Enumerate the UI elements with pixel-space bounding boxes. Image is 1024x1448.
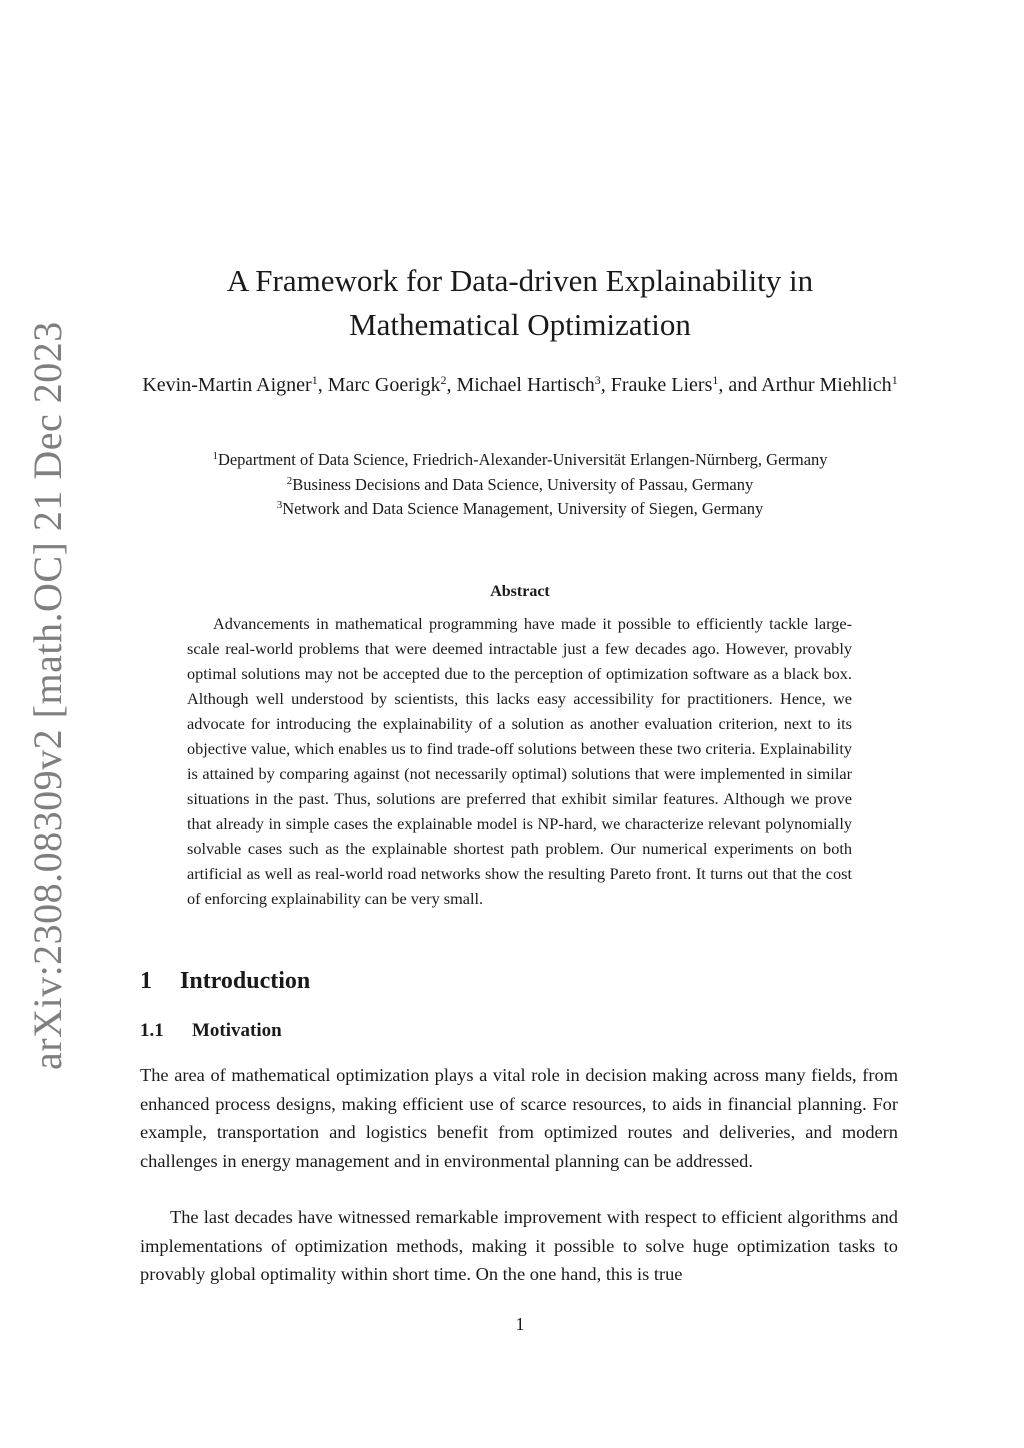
- author-separator: ,: [317, 374, 328, 396]
- page-number: 1: [515, 1314, 525, 1334]
- author-name: Marc Goerigk: [327, 374, 441, 396]
- paper-title: A Framework for Data-driven Explainability in Mathematical Optimization: [226, 263, 814, 342]
- subsection-number: 1.1: [140, 1020, 164, 1041]
- arxiv-identifier-stamp: arXiv:2308.08309v2 [math.OC] 21 Dec 2023: [25, 321, 70, 1070]
- abstract-text: Advancements in mathematical programming have made it possible to efficiently tackle large-scale real-world problems that were deemed intractable just a few decades ago. However, provably optimal solutions may not be accepted due to the perception of optimization software as a black box. Although well understood by scientists, this lacks easy accessibility for practitioners. Hence, we advocate for introducing the explainability of a solution as another evaluation criterion, next to its objective value, which enables us to find trade-off solutions between these two criteria. Explainability is attained by comparing against (not necessarily optimal) solutions that were implemented in similar situations in the past. Thus, solutions are preferred that exhibit similar features. Although we prove that already in simple cases the explainable model is NP-hard, we characterize relevant polynomially solvable cases such as the explainable shortest path problem. Our numerical experiments on both artificial as well as real-world road networks show the resulting Pareto front. It turns out that the cost of enforcing explainability can be very small.: [187, 614, 852, 908]
- author-affiliation-mark: 1: [891, 373, 898, 387]
- author-name: Frauke Liers: [610, 374, 713, 396]
- author-name: Michael Hartisch: [456, 374, 595, 396]
- author-separator: ,: [600, 374, 611, 396]
- author-separator: , and: [718, 374, 762, 396]
- author-affiliation-mark: 1: [311, 373, 318, 387]
- author-affiliation-mark: 1: [712, 373, 719, 387]
- body-paragraph: The area of mathematical optimization plays a vital role in decision making across many fields, from enhanced process designs, making efficient use of scarce resources, to aids in financial planning. For example, transportation and logistics benefit from optimized routes and deliveries, and modern challenges in energy management and in environmental planning can be addressed.: [140, 1065, 898, 1171]
- section-heading: [140, 968, 310, 995]
- affiliation-list: [140, 448, 900, 522]
- affiliation-text: Department of Data Science, Friedrich-Alexander-Universität Erlangen-Nürnberg, Germany: [217, 450, 828, 469]
- author-name: Kevin-Martin Aigner: [142, 374, 312, 396]
- affiliation-text: Business Decisions and Data Science, University of Passau, Germany: [292, 474, 754, 494]
- subsection-title: Motivation: [192, 1020, 282, 1041]
- affiliation-line: [140, 497, 900, 522]
- subsection-heading: [140, 1020, 282, 1042]
- affiliation-line: [140, 473, 900, 498]
- author-affiliation-mark: 2: [440, 373, 447, 387]
- affiliation-mark: 3: [276, 499, 283, 511]
- affiliation-mark: 1: [212, 450, 218, 462]
- affiliation-line: [140, 448, 900, 473]
- section-title: Introduction: [180, 968, 311, 994]
- author-list: [140, 372, 900, 399]
- section-number: 1: [140, 968, 152, 994]
- affiliation-mark: 2: [286, 474, 293, 487]
- author-separator: ,: [446, 374, 457, 396]
- affiliation-text: Network and Data Science Management, University of Siegen, Germany: [282, 499, 764, 518]
- author-affiliation-mark: 3: [594, 373, 601, 387]
- author-name: Arthur Miehlich: [761, 374, 892, 396]
- abstract-heading: Abstract: [490, 583, 550, 600]
- body-paragraph: The last decades have witnessed remarkable improvement with respect to efficient algorithms and implementations of optimization methods, making it possible to solve huge optimization tasks to provably global optimality within short time. On the one hand, this is true: [140, 1207, 898, 1284]
